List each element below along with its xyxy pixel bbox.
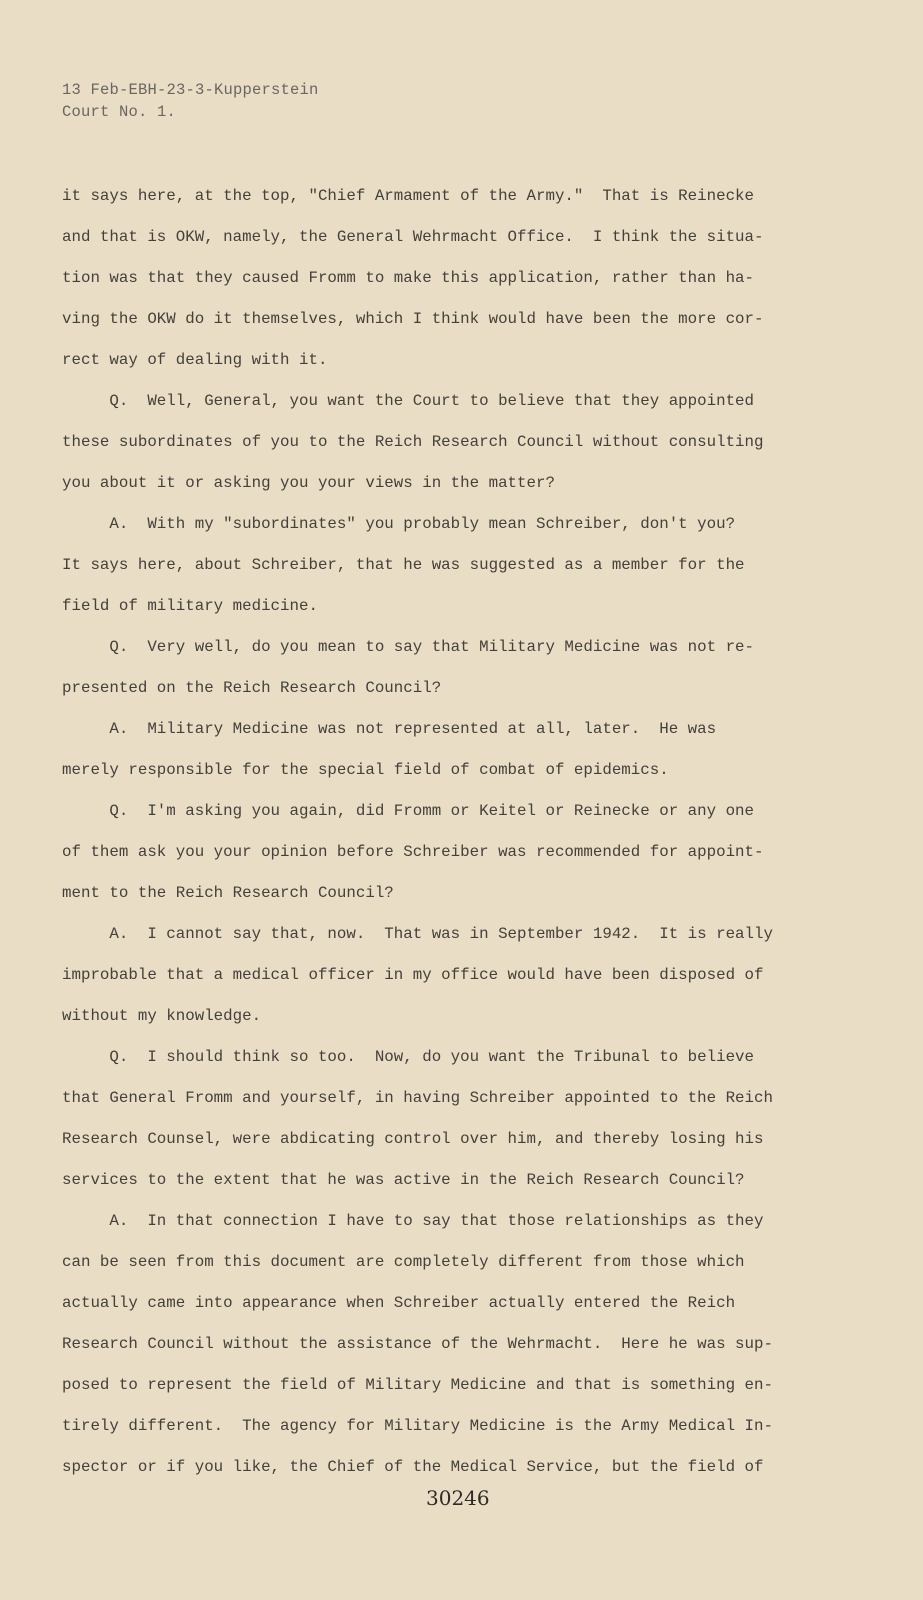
transcript-line: merely responsible for the special field of combat of epidemics. bbox=[62, 761, 669, 779]
transcript-line: A. Military Medicine was not represented at all, later. He was bbox=[62, 720, 717, 738]
transcript-line: improbable that a medical officer in my office would have been disposed of bbox=[62, 966, 764, 984]
page-number: 30246 bbox=[426, 1486, 490, 1510]
transcript-line: without my knowledge. bbox=[62, 1007, 262, 1025]
header-reference: 13 Feb-EBH-23-3-Kupperstein bbox=[62, 81, 319, 99]
transcript-line: rect way of dealing with it. bbox=[62, 351, 328, 369]
transcript-line: actually came into appearance when Schreiber actually entered the Reich bbox=[62, 1294, 736, 1312]
transcript-line: posed to represent the field of Military Medicine and that is something en- bbox=[62, 1376, 773, 1394]
transcript-line: Q. Very well, do you mean to say that Military Medicine was not re- bbox=[62, 638, 755, 656]
transcript-line: it says here, at the top, "Chief Armament of the Army." That is Reinecke bbox=[62, 187, 755, 205]
transcript-line: spector or if you like, the Chief of the Medical Service, but the field of bbox=[62, 1458, 764, 1476]
document-header bbox=[62, 79, 319, 123]
transcript-line: these subordinates of you to the Reich Research Council without consulting bbox=[62, 433, 764, 451]
transcript-line: that General Fromm and yourself, in having Schreiber appointed to the Reich bbox=[62, 1089, 773, 1107]
transcript-body bbox=[62, 176, 852, 1488]
transcript-line: Research Council without the assistance of the Wehrmacht. Here he was sup- bbox=[62, 1335, 773, 1353]
transcript-line: Q. Well, General, you want the Court to believe that they appointed bbox=[62, 392, 755, 410]
transcript-line: services to the extent that he was active in the Reich Research Council? bbox=[62, 1171, 745, 1189]
transcript-line: A. With my "subordinates" you probably mean Schreiber, don't you? bbox=[62, 515, 736, 533]
transcript-line: Q. I should think so too. Now, do you want the Tribunal to believe bbox=[62, 1048, 755, 1066]
transcript-line: ment to the Reich Research Council? bbox=[62, 884, 394, 902]
header-court: Court No. 1. bbox=[62, 103, 177, 121]
transcript-line: you about it or asking you your views in the matter? bbox=[62, 474, 555, 492]
transcript-line: tion was that they caused Fromm to make this application, rather than ha- bbox=[62, 269, 755, 287]
transcript-line: of them ask you your opinion before Schreiber was recommended for appoint- bbox=[62, 843, 764, 861]
transcript-line: field of military medicine. bbox=[62, 597, 318, 615]
transcript-line: A. I cannot say that, now. That was in September 1942. It is really bbox=[62, 925, 773, 943]
transcript-line: A. In that connection I have to say that those relationships as they bbox=[62, 1212, 764, 1230]
transcript-line: ving the OKW do it themselves, which I think would have been the more cor- bbox=[62, 310, 764, 328]
transcript-line: Q. I'm asking you again, did Fromm or Keitel or Reinecke or any one bbox=[62, 802, 755, 820]
transcript-line: and that is OKW, namely, the General Wehrmacht Office. I think the situa- bbox=[62, 228, 764, 246]
transcript-line: Research Counsel, were abdicating control over him, and thereby losing his bbox=[62, 1130, 764, 1148]
transcript-line: presented on the Reich Research Council? bbox=[62, 679, 442, 697]
transcript-line: can be seen from this document are completely different from those which bbox=[62, 1253, 745, 1271]
transcript-line: tirely different. The agency for Military Medicine is the Army Medical In- bbox=[62, 1417, 773, 1435]
transcript-line: It says here, about Schreiber, that he was suggested as a member for the bbox=[62, 556, 745, 574]
